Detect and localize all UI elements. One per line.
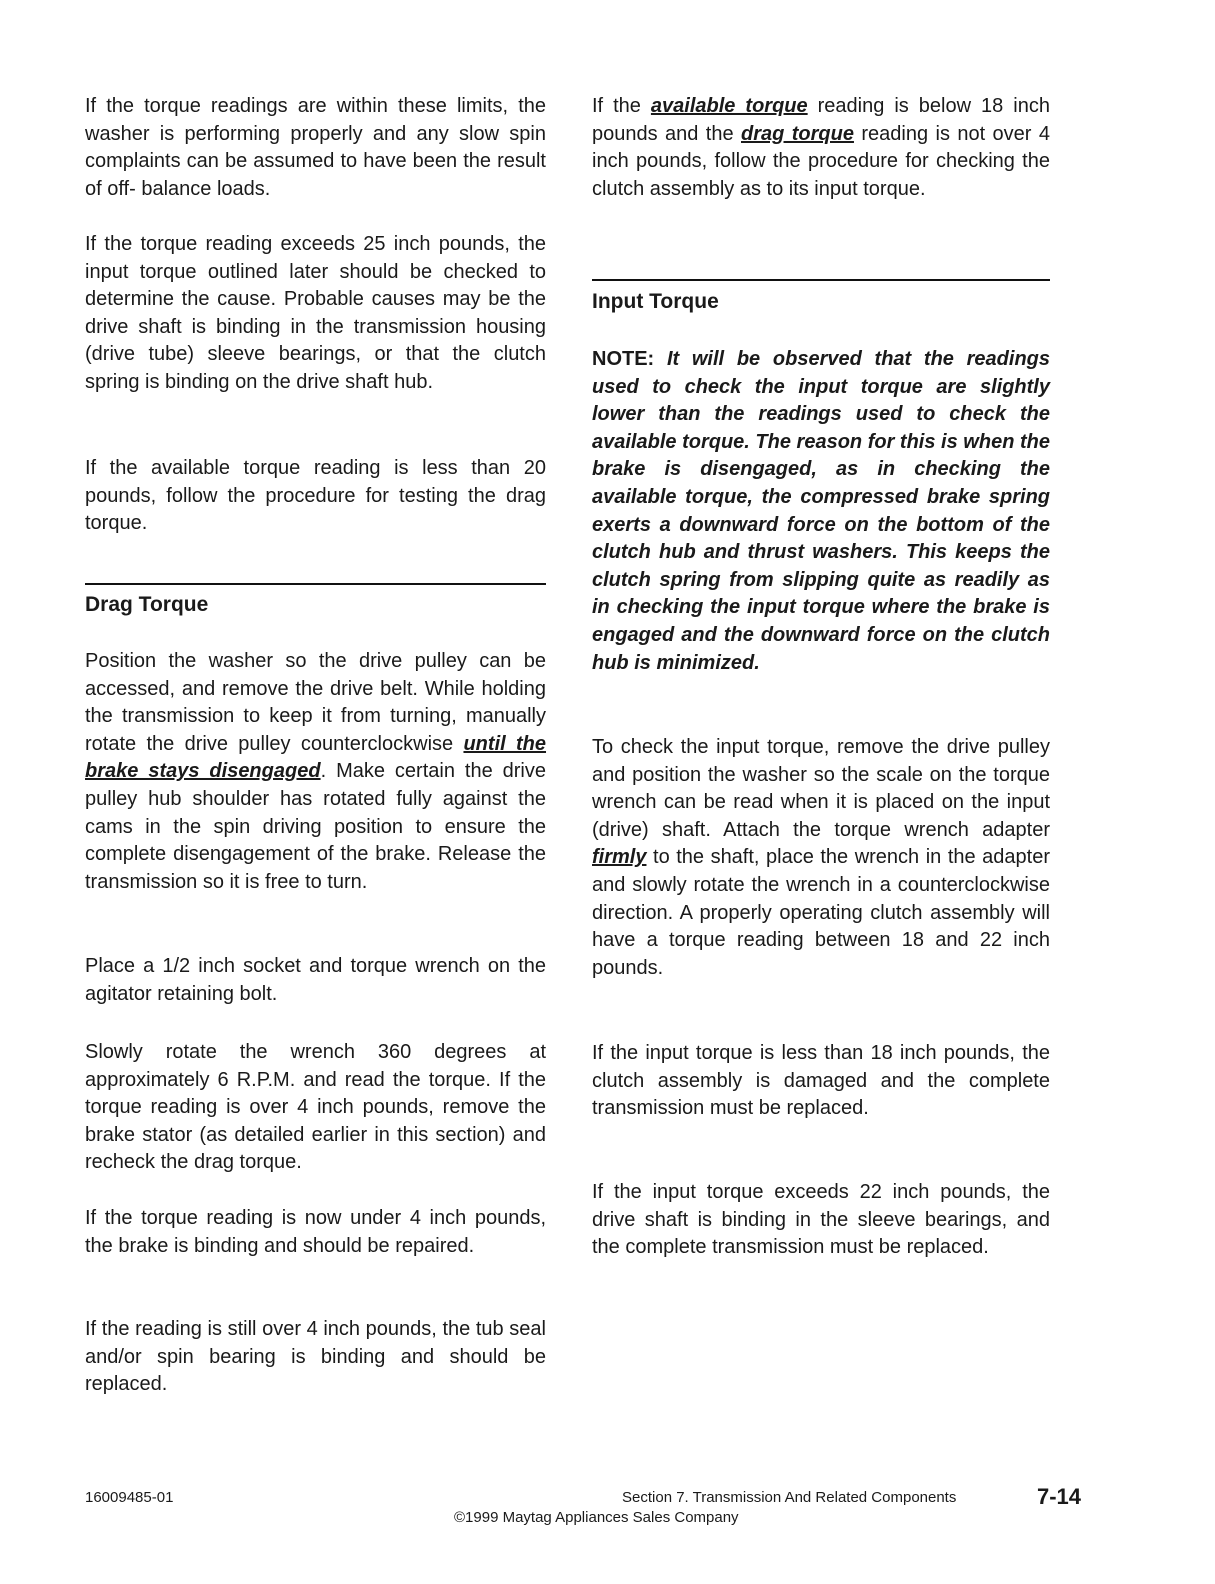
text: reading is not over 4 inch pounds, follow the procedure for checking the clutch assembly as to its input torque. — [592, 122, 1050, 200]
emphasis: firmly — [592, 846, 647, 869]
paragraph-input-exceeds: If the input torque exceeds 22 inch pounds, the drive shaft is binding in the sleeve bearings, and the complete transmission must be replaced. — [592, 1181, 1050, 1259]
paragraph-available-below — [592, 93, 1050, 203]
paragraph-drag-procedure — [85, 648, 546, 896]
copyright: ©1999 Maytag Appliances Sales Company — [454, 1509, 739, 1526]
text: Position the washer so the drive pulley can be accessed, and remove the drive belt. While holding the transmission to keep it from turning, manually rotate the drive pulley counterclockwise — [85, 650, 546, 755]
paragraph-available-torque-low: If the available torque reading is less than 20 pounds, follow the procedure for testing the drag torque. — [85, 457, 546, 535]
note-paragraph — [592, 346, 1050, 677]
text: to the shaft, place the wrench in the adapter and slowly rotate the wrench in a counterclockwise direction. A properly operating clutch assembly will have a torque reading between 18 and 22 inch pounds. — [592, 846, 1050, 979]
paragraph-socket: Place a 1/2 inch socket and torque wrench on the agitator retaining bolt. — [85, 955, 546, 1005]
paragraph-check-input — [592, 734, 1050, 982]
paragraph-torque-limits: If the torque readings are within these limits, the washer is performing properly and any slow spin complaints can be assumed to have been the result of off- balance loads. — [85, 95, 546, 200]
emphasis: available torque — [650, 95, 808, 117]
paragraph-rotate-wrench: Slowly rotate the wrench 360 degrees at approximately 6 R.P.M. and read the torque. If the torque reading is over 4 inch pounds, remove the brake stator (as detailed earlier in this section) and recheck the drag torque. — [85, 1041, 546, 1174]
section-title: Section 7. Transmission And Related Components — [622, 1489, 957, 1506]
paragraph-input-low: If the input torque is less than 18 inch pounds, the clutch assembly is damaged and the complete transmission must be replaced. — [592, 1042, 1050, 1120]
emphasis: drag torque — [741, 122, 854, 145]
page-number: 7-14 — [1037, 1484, 1082, 1509]
note-label: NOTE: — [592, 348, 655, 370]
heading-drag-torque: Drag Torque — [85, 593, 209, 616]
emphasis: until the brake stays disengaged — [85, 732, 547, 783]
paragraph-torque-exceeds: If the torque reading exceeds 25 inch pounds, the input torque outlined later should be checked to determine the cause. Probable causes may be the drive shaft is binding in the transmission housing (drive tube) sleeve bearings, or that the clutch spring is binding on the drive shaft hub. — [85, 233, 546, 393]
section-divider — [85, 583, 546, 585]
heading-input-torque: Input Torque — [592, 290, 719, 313]
text: To check the input torque, remove the drive pulley and position the washer so the scale on the torque wrench can be read when it is placed on the input (drive) shaft. Attach the torque wrench adapter — [592, 736, 1050, 841]
text: reading is below 18 inch pounds and the — [592, 95, 1050, 145]
paragraph-tub-seal: If the reading is still over 4 inch pounds, the tub seal and/or spin bearing is binding and should be replaced. — [85, 1318, 546, 1396]
paragraph-brake-binding: If the torque reading is now under 4 inch pounds, the brake is binding and should be repaired. — [85, 1207, 546, 1257]
document-number: 16009485-01 — [85, 1489, 174, 1506]
section-divider — [592, 279, 1050, 281]
text: . Make certain the drive pulley hub shoulder has rotated fully against the cams in the spin driving position to ensure the complete disengagement of the brake. Release the transmission so it is free to turn. — [85, 760, 546, 893]
text: If the — [592, 95, 651, 117]
note-text: It will be observed that the readings used to check the input torque are slightly lower than the readings used to check the available torque. The reason for this is when the brake is disengaged, as in checking the available torque, the compressed brake spring exerts a downward force on the bottom of the clutch hub and thrust washers. This keeps the clutch spring from slipping quite as readily as in checking the input torque where the brake is engaged and the downward force on the clutch hub is minimized. — [592, 348, 1050, 674]
